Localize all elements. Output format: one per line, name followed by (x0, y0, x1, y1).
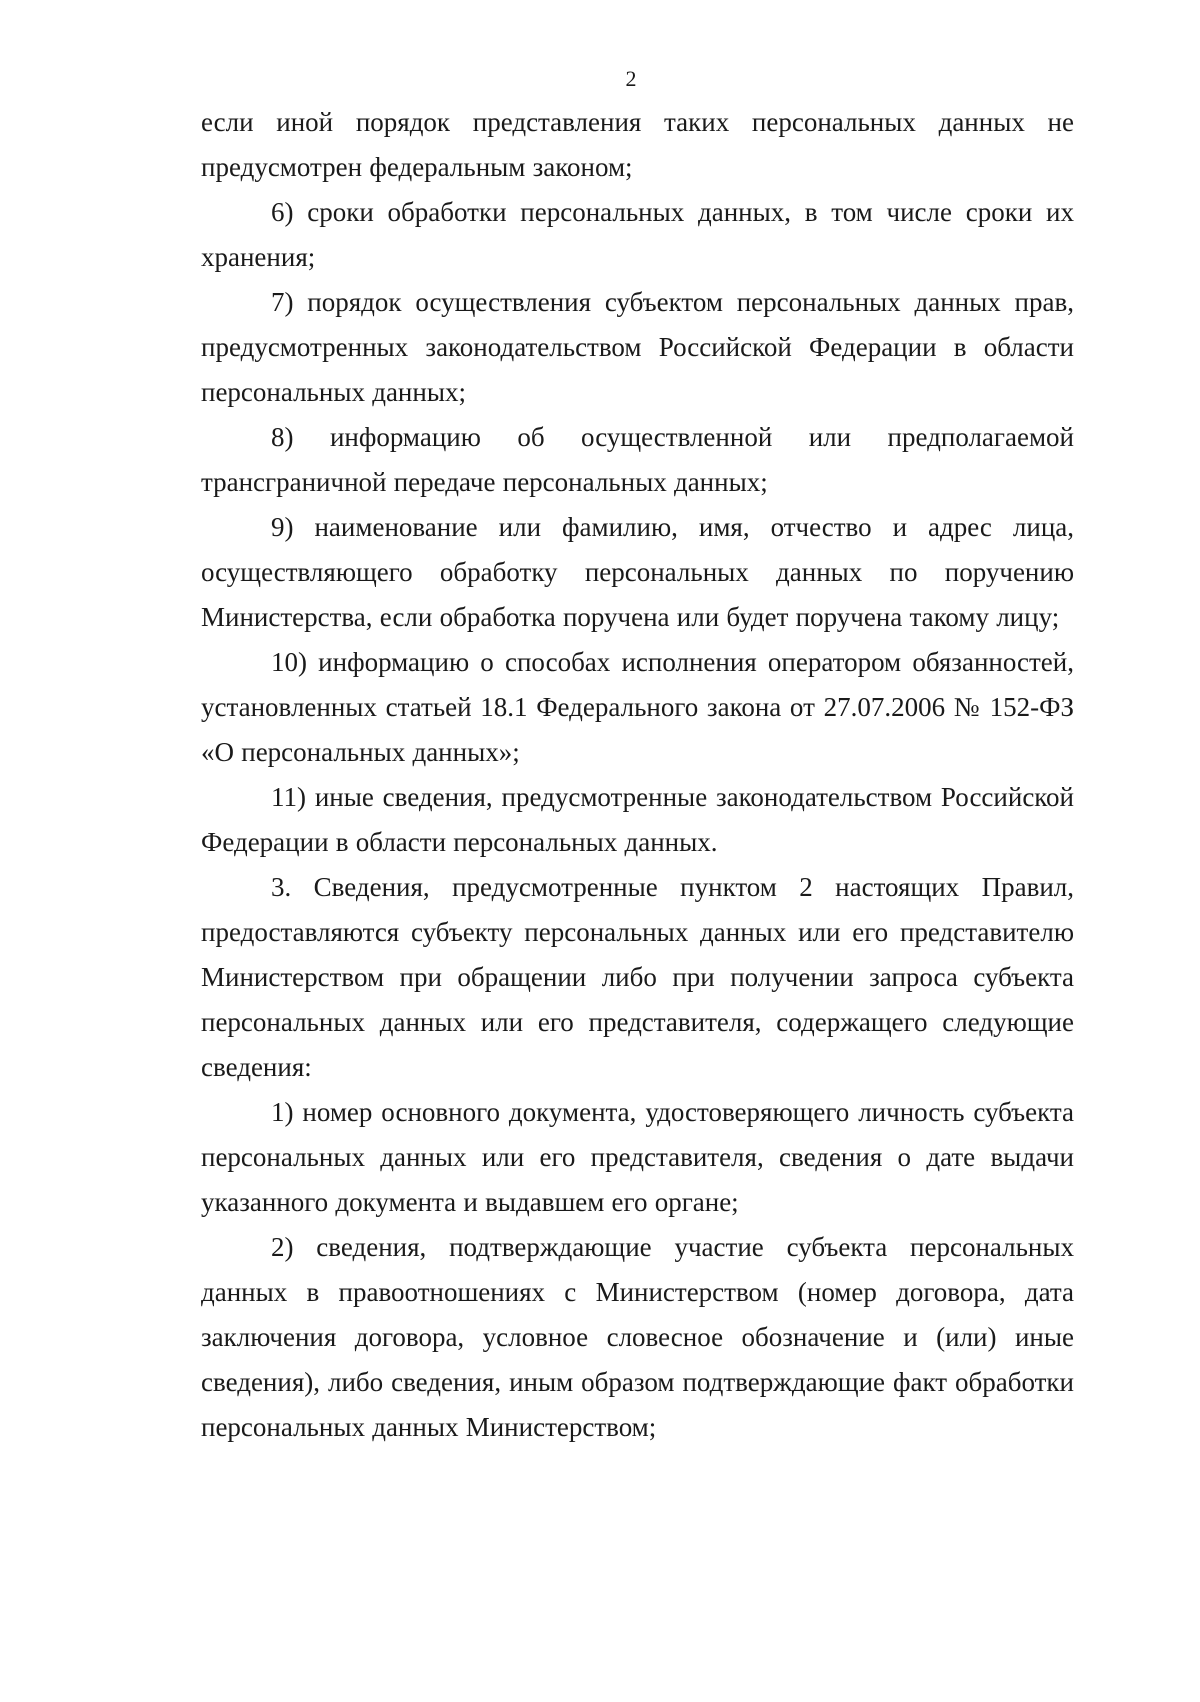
sub-item-1: 1) номер основного документа, удостоверяющего личность субъекта персональных данных или его представителя, сведения о дате выдачи указанного документа и выдавшем его органе; (201, 1097, 1074, 1217)
list-item-8: 8) информацию об осуществленной или предполагаемой трансграничной передаче персональных данных; (201, 422, 1074, 497)
clause-3: 3. Сведения, предусмотренные пунктом 2 настоящих Правил, предоставляются субъекту персональных данных или его представителю Министерством при обращении либо при получении запроса субъекта персональных данных или его представителя, содержащего следующие сведения: (201, 872, 1074, 1082)
page-number: 2 (625, 66, 637, 91)
list-item-9: 9) наименование или фамилию, имя, отчество и адрес лица, осуществляющего обработку персональных данных по поручению Министерства, если обработка поручена или будет поручена такому лицу; (201, 512, 1074, 632)
document-body (201, 100, 1074, 1450)
list-item-11: 11) иные сведения, предусмотренные законодательством Российской Федерации в области персональных данных. (201, 782, 1074, 857)
paragraph-continuation: если иной порядок представления таких персональных данных не предусмотрен федеральным законом; (201, 107, 1074, 182)
sub-item-2: 2) сведения, подтверждающие участие субъекта персональных данных в правоотношениях с Министерством (номер договора, дата заключения договора, условное словесное обозначение и (или) иные сведения), либо сведения, иным образом подтверждающие факт обработки персональных данных Министерством; (201, 1232, 1074, 1442)
list-item-7: 7) порядок осуществления субъектом персональных данных прав, предусмотренных законодательством Российской Федерации в области персональных данных; (201, 287, 1074, 407)
list-item-10: 10) информацию о способах исполнения оператором обязанностей, установленных статьей 18.1 Федерального закона от 27.07.2006 № 152-ФЗ «О персональных данных»; (201, 647, 1074, 767)
list-item-6: 6) сроки обработки персональных данных, в том числе сроки их хранения; (201, 197, 1074, 272)
